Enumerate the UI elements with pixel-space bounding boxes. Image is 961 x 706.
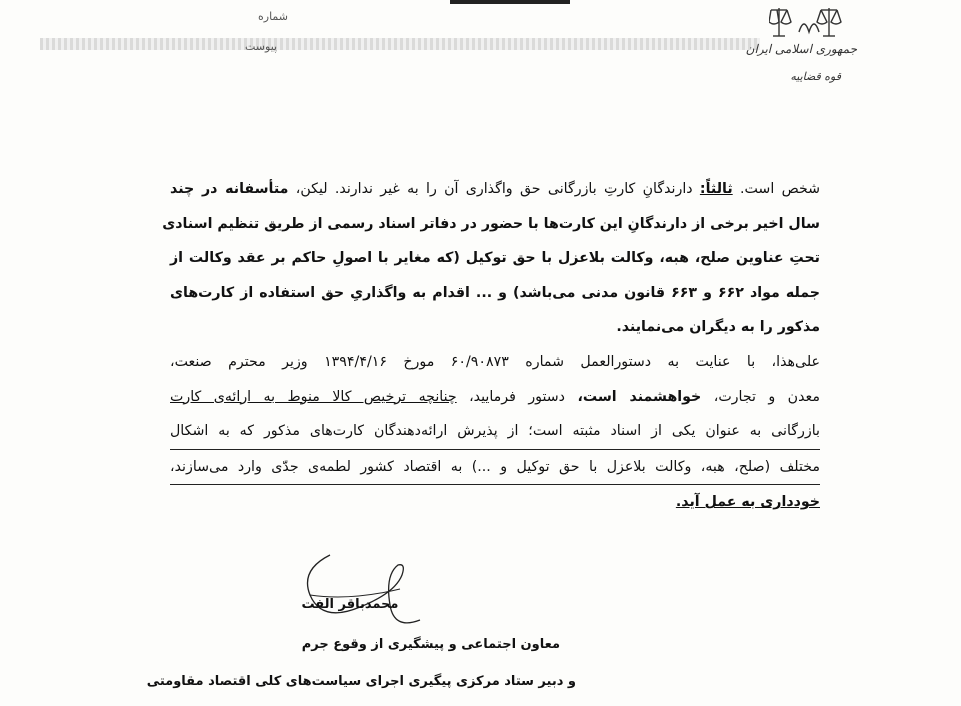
body-line — [170, 276, 820, 311]
body-line — [170, 172, 820, 207]
body-line — [170, 310, 820, 345]
body-line — [170, 345, 820, 380]
header-top-bar — [450, 0, 570, 4]
body-text-run: دارندگانِ کارتِ بازرگانی حق واگذاری آن را به غیر ندارند. لیکن، — [288, 181, 700, 197]
department-name: قوه قضاییه — [790, 70, 841, 83]
body-text-run: سال اخیر برخی از دارندگانِ این کارت‌ها با حضور در دفاتر اسناد رسمی از طریق تنظیم اسنادی — [162, 215, 820, 232]
body-text-run: شخص است. — [732, 181, 820, 197]
body-line — [162, 207, 820, 242]
body-text-run: متأسفانه در چند — [170, 181, 289, 197]
body-line — [170, 380, 820, 415]
letter-body — [162, 172, 820, 520]
signer-secondary-title: و دبیر ستاد مرکزی پیگیری اجرای سیاست‌های کلی اقتصاد مقاومتی — [146, 674, 576, 689]
body-text-run: بازرگانی به عنوان یکی از اسناد مثبته است؛ از پذیرش ارائه‌دهندگان کارت‌های مذکور که به اشکال — [170, 423, 820, 440]
letter-attachment-label: پیوست — [245, 40, 278, 53]
body-text-run: مذکور را به دیگران می‌نمایند. — [616, 319, 820, 336]
body-text-run: علی‌هذا، با عنایت به دستورالعمل شماره ۶۰/۹۰۸۷۳ مورخ ۱۳۹۴/۴/۱۶ وزیر محترم صنعت، — [170, 353, 820, 370]
organization-name: جمهوری اسلامی ایران — [745, 42, 857, 56]
body-text-run: مختلف (صلح، هبه، وکالت بلاعزل با حق توکیل و ...) به اقتصاد کشور لطمه‌ی جدّی وارد می‌سازند، — [170, 458, 820, 475]
body-line — [170, 450, 820, 486]
signer-title: معاون اجتماعی و پیشگیری از وقوع جرم — [301, 637, 560, 652]
body-line — [170, 241, 820, 276]
letter-number-label: شماره — [258, 10, 289, 23]
header-separator — [40, 38, 760, 50]
body-text-run: خواهشمند است، — [577, 388, 702, 405]
body-text-run: معدن و تجارت، — [701, 388, 820, 405]
signer-name: محمدباقر الفت — [301, 597, 399, 612]
body-text-run: خودداری به عمل آید. — [675, 494, 820, 511]
scales-of-justice-icon — [769, 2, 849, 38]
body-text-run: جمله مواد ۶۶۲ و ۶۶۳ قانون مدنی می‌باشد) و ... اقدام به واگذاریِ حق استفاده از کارت‌های — [170, 284, 820, 301]
body-text-run: تحتِ عناوین صلح، هبه، وکالت بلاعزل با حق توکیل (که مغایر با اصولِ حاکم بر عقد وکالت از — [170, 250, 820, 267]
body-line — [170, 414, 820, 450]
body-text-run: ثالثاً: — [699, 181, 733, 197]
body-line — [170, 485, 820, 520]
body-text-run: دستور فرمایید، — [456, 388, 578, 405]
body-text-run: چنانچه ترخیص کالا منوط به ارائه‌ی کارت — [170, 388, 457, 405]
